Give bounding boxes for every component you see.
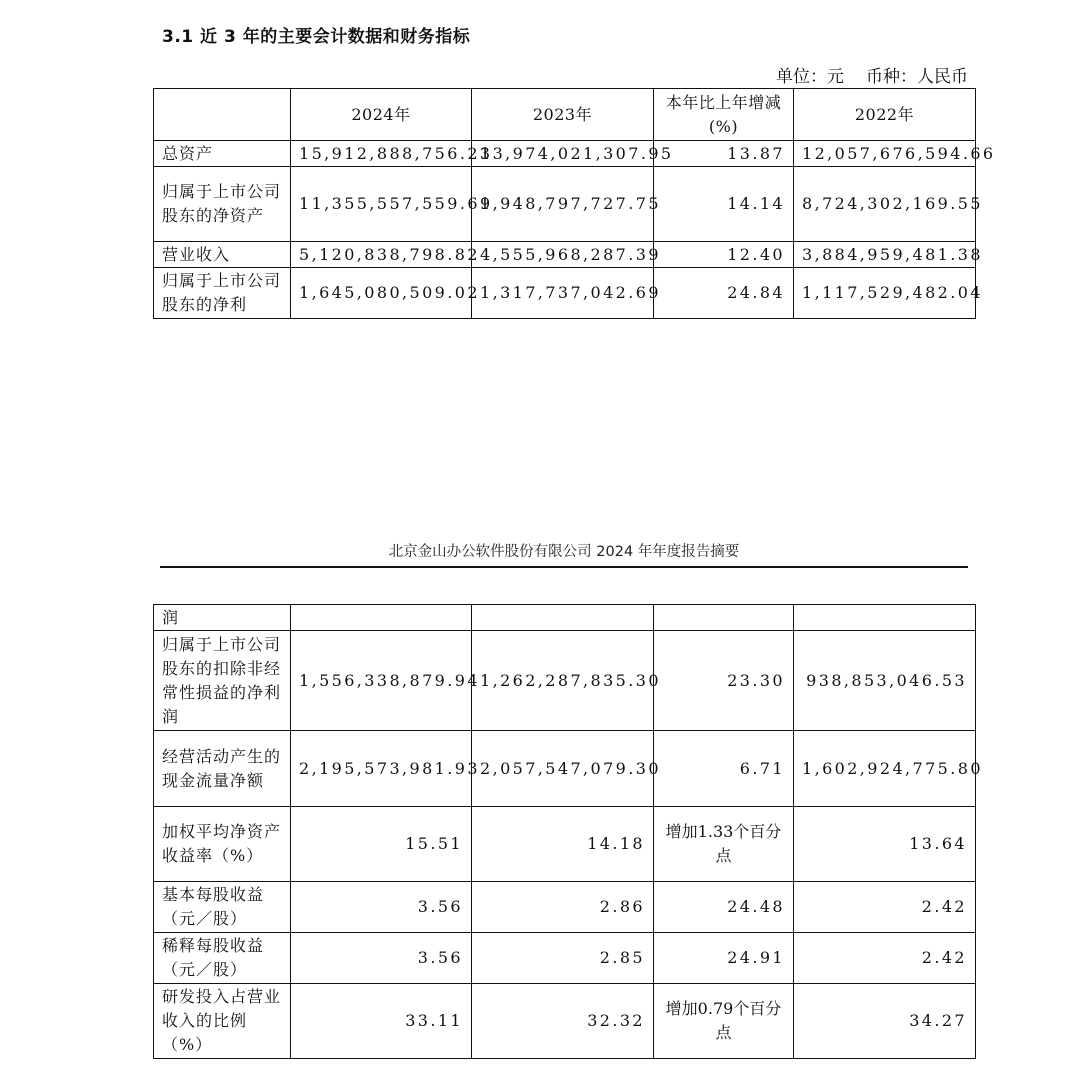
table-row xyxy=(154,631,976,731)
value-2024 xyxy=(291,605,472,631)
value-2023: 9,948,797,727.75 xyxy=(472,167,654,242)
value-2022: 2.42 xyxy=(794,882,976,933)
value-2022: 1,602,924,775.80 xyxy=(794,731,976,807)
value-2024: 1,645,080,509.02 xyxy=(291,268,472,319)
header-change: 本年比上年增减(%) xyxy=(654,89,794,141)
value-2023: 14.18 xyxy=(472,807,654,882)
value-2023: 2.86 xyxy=(472,882,654,933)
value-change: 12.40 xyxy=(654,242,794,268)
value-change: 增加0.79个百分点 xyxy=(654,984,794,1059)
value-2022: 12,057,676,594.66 xyxy=(794,141,976,167)
value-2023: 32.32 xyxy=(472,984,654,1059)
value-2022: 938,853,046.53 xyxy=(794,631,976,731)
value-2024: 33.11 xyxy=(291,984,472,1059)
table-row xyxy=(154,984,976,1059)
financial-table-top xyxy=(153,88,996,319)
row-label: 营业收入 xyxy=(154,242,291,268)
header-blank xyxy=(154,89,291,141)
table-row xyxy=(154,268,976,319)
row-label: 总资产 xyxy=(154,141,291,167)
value-2023: 1,262,287,835.30 xyxy=(472,631,654,731)
value-change: 6.71 xyxy=(654,731,794,807)
value-change: 增加1.33个百分点 xyxy=(654,807,794,882)
value-2024: 1,556,338,879.94 xyxy=(291,631,472,731)
value-2023: 4,555,968,287.39 xyxy=(472,242,654,268)
value-2023: 2,057,547,079.30 xyxy=(472,731,654,807)
table-row xyxy=(154,167,976,242)
table-row xyxy=(154,141,976,167)
value-change xyxy=(654,605,794,631)
value-change: 13.87 xyxy=(654,141,794,167)
value-2022: 34.27 xyxy=(794,984,976,1059)
page-footer: 北京金山办公软件股份有限公司 2024 年年度报告摘要 xyxy=(388,544,740,560)
row-label: 归属于上市公司股东的扣除非经常性损益的净利润 xyxy=(154,631,291,731)
value-change: 24.84 xyxy=(654,268,794,319)
currency-label: 币种：人民币 xyxy=(866,67,968,87)
table-row xyxy=(154,242,976,268)
value-2022: 8,724,302,169.55 xyxy=(794,167,976,242)
value-2023 xyxy=(472,605,654,631)
header-row xyxy=(154,89,976,141)
value-2023: 2.85 xyxy=(472,933,654,984)
header-2023: 2023年 xyxy=(472,89,654,141)
table-row xyxy=(154,933,976,984)
value-2022: 3,884,959,481.38 xyxy=(794,242,976,268)
header-2024: 2024年 xyxy=(291,89,472,141)
table-row xyxy=(154,882,976,933)
header-2022: 2022年 xyxy=(794,89,976,141)
unit-line xyxy=(776,62,968,87)
value-change: 24.48 xyxy=(654,882,794,933)
financial-table-bottom xyxy=(153,604,983,1059)
row-label: 加权平均净资产收益率（%） xyxy=(154,807,291,882)
table-row xyxy=(154,807,976,882)
value-2022: 1,117,529,482.04 xyxy=(794,268,976,319)
row-label: 研发投入占营业收入的比例（%） xyxy=(154,984,291,1059)
value-2022: 13.64 xyxy=(794,807,976,882)
value-2024: 15,912,888,756.23 xyxy=(291,141,472,167)
value-change: 14.14 xyxy=(654,167,794,242)
value-2022 xyxy=(794,605,976,631)
value-2024: 15.51 xyxy=(291,807,472,882)
table-row xyxy=(154,605,976,631)
footer-divider xyxy=(160,566,968,568)
value-change: 24.91 xyxy=(654,933,794,984)
row-label: 润 xyxy=(154,605,291,631)
value-2024: 3.56 xyxy=(291,933,472,984)
row-label: 归属于上市公司股东的净利 xyxy=(154,268,291,319)
value-2024: 3.56 xyxy=(291,882,472,933)
table-row xyxy=(154,731,976,807)
value-2023: 13,974,021,307.95 xyxy=(472,141,654,167)
value-2023: 1,317,737,042.69 xyxy=(472,268,654,319)
row-label: 稀释每股收益（元／股） xyxy=(154,933,291,984)
value-change: 23.30 xyxy=(654,631,794,731)
value-2022: 2.42 xyxy=(794,933,976,984)
section-title: 3.1 近 3 年的主要会计数据和财务指标 xyxy=(162,27,471,47)
row-label: 经营活动产生的现金流量净额 xyxy=(154,731,291,807)
value-2024: 5,120,838,798.82 xyxy=(291,242,472,268)
row-label: 基本每股收益（元／股） xyxy=(154,882,291,933)
value-2024: 11,355,557,559.61 xyxy=(291,167,472,242)
value-2024: 2,195,573,981.93 xyxy=(291,731,472,807)
row-label: 归属于上市公司股东的净资产 xyxy=(154,167,291,242)
unit-label: 单位：元 xyxy=(776,67,844,87)
